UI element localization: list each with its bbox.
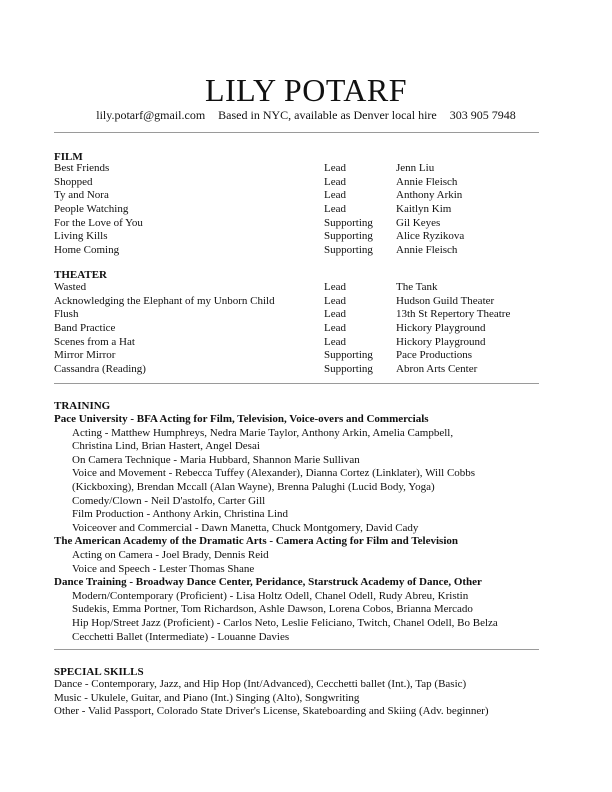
theater-row [54, 322, 544, 336]
credit-title: Band Practice [54, 322, 116, 335]
credit-title: Mirror Mirror [54, 349, 116, 362]
film-row [54, 162, 544, 176]
credit-director: Gil Keyes [396, 216, 441, 229]
skills-heading: SPECIAL SKILLS [54, 666, 144, 678]
film-row [54, 176, 544, 190]
credit-venue: Hudson Guild Theater [396, 294, 495, 307]
location: Based in NYC, available as Denver local hire [218, 108, 437, 122]
skills-line: Other - Valid Passport, Colorado State Driver's License, Skateboarding and Skiing (Adv. beginner) [54, 705, 489, 718]
film-credits [54, 162, 544, 258]
theater-heading: THEATER [54, 269, 107, 281]
credit-director: Alice Ryzikova [396, 230, 465, 243]
film-row [54, 244, 544, 258]
credit-title: Home Coming [54, 244, 120, 257]
credit-role: Lead [324, 189, 346, 202]
theater-credits [54, 281, 544, 377]
credit-title: Acknowledging the Elephant of my Unborn Child [54, 294, 275, 307]
training-line: (Kickboxing), Brendan Mccall (Alan Wayne), Brenna Palughi (Lucid Body, Yoga) [72, 480, 435, 493]
film-row [54, 217, 544, 231]
contact-line [0, 107, 612, 123]
credit-director: Annie Fleisch [396, 244, 458, 257]
training-school: Dance Training - Broadway Dance Center, Peridance, Starstruck Academy of Dance, Other [54, 576, 482, 589]
credit-role: Lead [324, 294, 346, 307]
credit-role: Supporting [324, 230, 373, 243]
training-line: Hip Hop/Street Jazz (Proficient) - Carlos Neto, Leslie Feliciano, Twitch, Chanel Odell, Bo Belza [72, 616, 498, 629]
theater-row [54, 308, 544, 322]
theater-row [54, 363, 544, 377]
credit-title: Flush [54, 308, 79, 321]
credit-role: Lead [324, 162, 346, 174]
credit-role: Supporting [324, 363, 373, 376]
training-line: On Camera Technique - Maria Hubbard, Shannon Marie Sullivan [72, 453, 360, 466]
film-heading: FILM [54, 151, 83, 163]
training-line: Cecchetti Ballet (Intermediate) - Louanne Davies [72, 630, 290, 643]
credit-venue: Hickory Playground [396, 335, 486, 348]
credit-director: Kaitlyn Kim [396, 203, 452, 216]
credit-role: Lead [324, 203, 346, 216]
film-row [54, 189, 544, 203]
film-row [54, 203, 544, 217]
training-heading: TRAINING [54, 400, 111, 412]
training-line: Voice and Movement - Rebecca Tuffey (Alexander), Dianna Cortez (Linklater), Will Cobbs [72, 467, 476, 480]
skills-line: Dance - Contemporary, Jazz, and Hip Hop (Int/Advanced), Cecchetti ballet (Int.), Tap (Basic) [54, 678, 467, 690]
credit-title: People Watching [54, 203, 129, 216]
training-line: Acting on Camera - Joel Brady, Dennis Reid [72, 548, 269, 561]
divider-training [54, 649, 539, 650]
credit-title: Best Friends [54, 162, 110, 174]
credit-role: Lead [324, 335, 346, 348]
credit-role: Lead [324, 322, 346, 335]
credit-director: Annie Fleisch [396, 175, 458, 188]
training-section [54, 413, 544, 644]
divider-header [54, 132, 539, 133]
credit-role: Supporting [324, 244, 373, 257]
credit-title: Shopped [54, 175, 93, 188]
credit-venue: The Tank [396, 281, 438, 293]
credit-role: Lead [324, 281, 346, 293]
credit-venue: 13th St Repertory Theatre [396, 308, 511, 321]
credit-role: Lead [324, 175, 346, 188]
training-line: Acting - Matthew Humphreys, Nedra Marie Taylor, Anthony Arkin, Amelia Campbell, [72, 426, 454, 439]
training-line: Christina Lind, Brian Hastert, Angel Desai [72, 440, 260, 453]
divider-theater [54, 383, 539, 384]
credit-role: Lead [324, 308, 346, 321]
training-line: Sudekis, Emma Portner, Tom Richardson, Ashle Dawson, Lorena Cobos, Brianna Mercado [72, 603, 473, 616]
candidate-name: LILY POTARF [204, 72, 408, 108]
training-school: Pace University - BFA Acting for Film, Television, Voice-overs and Commercials [54, 413, 429, 425]
credit-title: Scenes from a Hat [54, 335, 135, 348]
training-line: Comedy/Clown - Neil D'astolfo, Carter Gill [72, 494, 266, 507]
training-line: Voice and Speech - Lester Thomas Shane [72, 562, 255, 575]
credit-role: Supporting [324, 349, 373, 362]
credit-venue: Hickory Playground [396, 322, 486, 335]
skills-line: Music - Ukulele, Guitar, and Piano (Int.) Singing (Alto), Songwriting [54, 691, 360, 704]
credit-title: For the Love of You [54, 216, 143, 229]
credit-title: Living Kills [54, 230, 108, 243]
email: lily.potarf@gmail.com [96, 108, 206, 122]
credit-title: Ty and Nora [54, 189, 109, 202]
credit-role: Supporting [324, 216, 373, 229]
training-line: Voiceover and Commercial - Dawn Manetta, Chuck Montgomery, David Cady [72, 521, 419, 534]
theater-row [54, 281, 544, 295]
credit-venue: Abron Arts Center [396, 363, 478, 376]
theater-row [54, 295, 544, 309]
training-line: Modern/Contemporary (Proficient) - Lisa Holtz Odell, Chanel Odell, Rudy Abreu, Kristin [72, 589, 469, 602]
skills-section [54, 678, 544, 719]
credit-venue: Pace Productions [396, 349, 473, 362]
phone: 303 905 7948 [449, 108, 516, 122]
credit-director: Anthony Arkin [396, 189, 463, 202]
credit-title: Cassandra (Reading) [54, 363, 146, 376]
training-line: Film Production - Anthony Arkin, Christina Lind [72, 508, 289, 521]
theater-row [54, 336, 544, 350]
credit-director: Jenn Liu [396, 162, 435, 174]
film-row [54, 230, 544, 244]
training-school: The American Academy of the Dramatic Arts - Camera Acting for Film and Television [54, 535, 458, 548]
credit-title: Wasted [54, 281, 87, 293]
theater-row [54, 349, 544, 363]
